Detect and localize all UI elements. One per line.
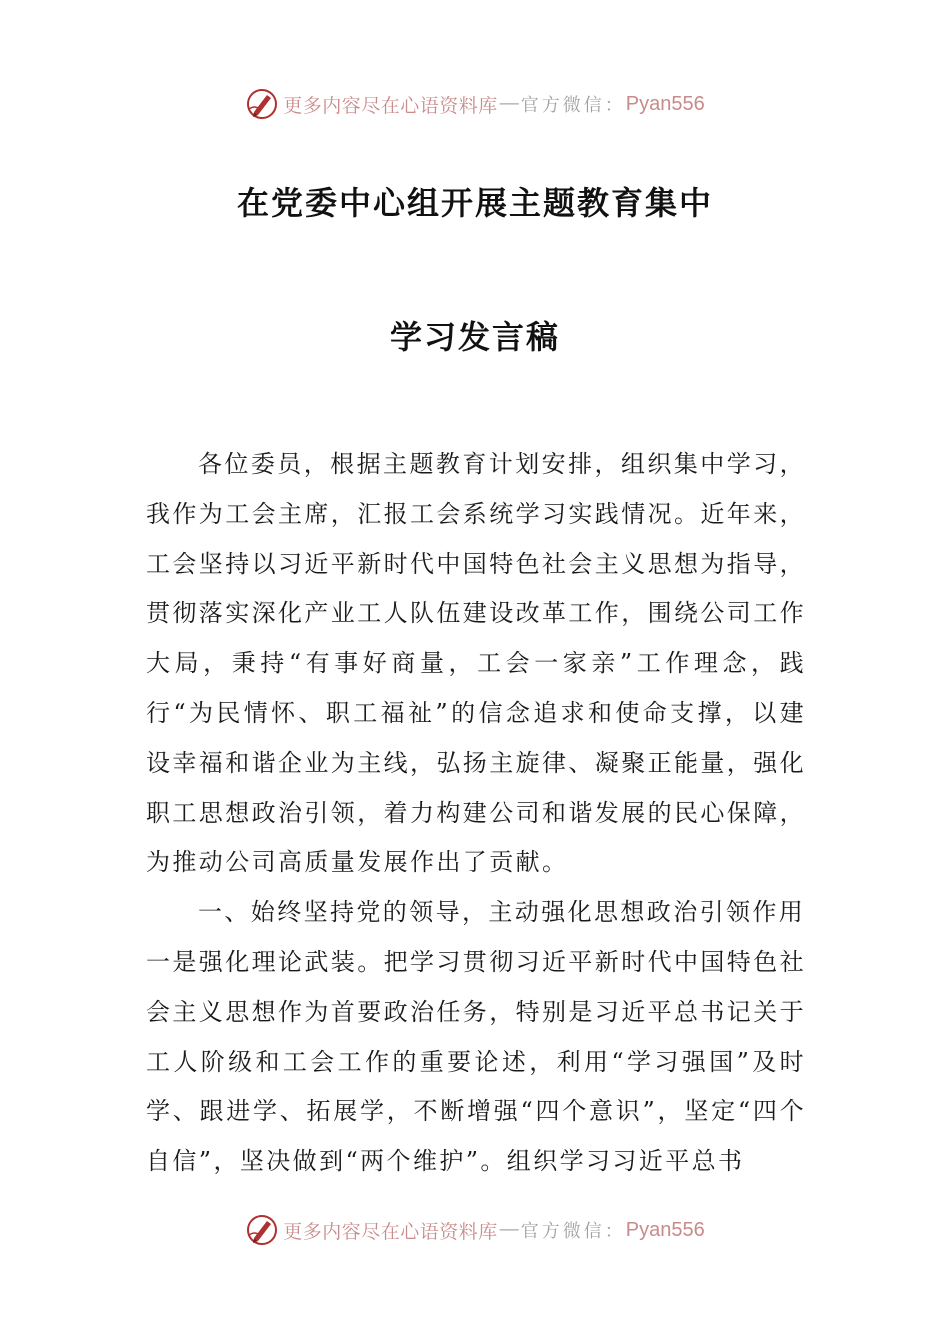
watermark-text: 更多内容尽在心语资料库 [283,94,498,117]
watermark-dash: — [499,1219,519,1240]
footer-watermark [0,1210,950,1250]
header-watermark [0,84,950,124]
document-body [146,440,806,1187]
watermark-id: Pyan556 [625,92,705,115]
document-title-line1: 在党委中心组开展主题教育集中 [236,184,713,222]
watermark-label: 官方微信： [520,95,626,116]
document-title-line2: 学习发言稿 [389,318,560,356]
pen-logo-icon [245,1213,279,1247]
paragraph: 各位委员，根据主题教育计划安排，组织集中学习，我作为工会主席，汇报工会系统学习实践情况。近年来，工会坚持以习近平新时代中国特色社会主义思想为指导，贯彻落实深化产业工人队伍建设改革工作，围绕公司工作大局，秉持“有事好商量，工会一家亲”工作理念，践行“为民情怀、职工福祉”的信念追求和使命支撑，以建设幸福和谐企业为主线，弘扬主旋律、凝聚正能量，强化职工思想政治引领，着力构建公司和谐发展的民心保障，为推动公司高质量发展作出了贡献。 [146,450,806,877]
watermark-dash: — [499,93,519,114]
watermark-text: 更多内容尽在心语资料库 [283,1220,498,1243]
pen-logo-icon [245,87,279,121]
watermark-id: Pyan556 [625,1218,705,1241]
section-heading: 一、始终坚持党的领导，主动强化思想政治引领作用 [198,898,806,927]
watermark-label: 官方微信： [520,1221,626,1242]
paragraph: 一是强化理论武装。把学习贯彻习近平新时代中国特色社会主义思想作为首要政治任务，特别是习近平总书记关于工人阶级和工会工作的重要论述，利用“学习强国”及时学、跟进学、拓展学，不断增强“四个意识”，坚定“四个自信”，坚决做到“两个维护”。组织学习习近平总书 [146,947,806,1176]
